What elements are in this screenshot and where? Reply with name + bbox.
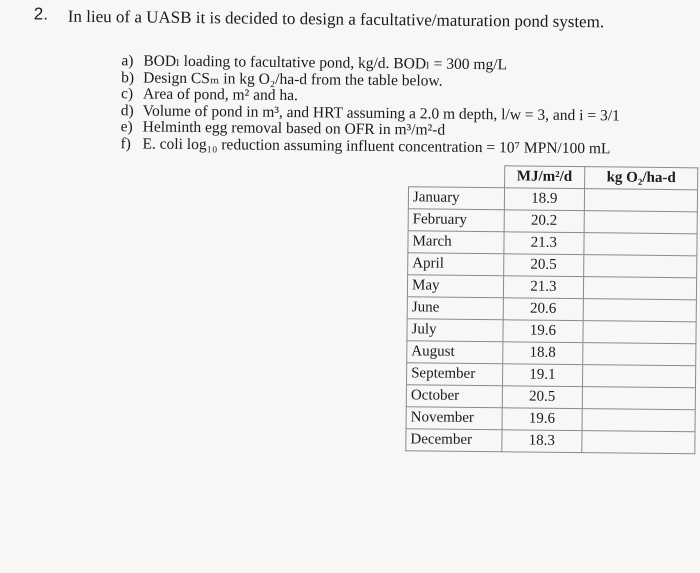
mj-cell: 19.1 [502,364,583,387]
table-row [407,297,696,322]
question-item [120,136,619,158]
monthly-data-table [405,164,698,454]
item-text: E. coli log₁₀ reduction assuming influent concentration = 10⁷ MPN/100 mL [142,135,611,158]
item-label: c) [120,85,134,103]
month-cell: November [406,407,502,430]
mj-cell: 19.6 [502,408,583,431]
mj-cell: 18.9 [504,188,585,211]
mj-cell: 20.5 [503,254,584,277]
mj-cell: 18.3 [501,430,582,453]
kg-cell [582,409,695,432]
header-cell-blank [409,165,505,188]
table-row [406,363,695,388]
month-cell: September [406,363,502,386]
item-text: Design CSₘ in kg O₂/ha-d from the table below. [143,69,443,90]
item-label: f) [120,135,131,153]
table-row [408,253,697,278]
table-row [406,407,695,432]
header-cell-kg: kg O₂/ha-d [585,167,698,190]
table-row [408,187,697,212]
kg-cell [584,233,697,256]
table-row [408,209,697,234]
month-cell: April [408,253,504,276]
mj-cell: 20.6 [503,298,584,321]
month-cell: July [407,319,503,342]
item-label: b) [121,68,135,87]
mj-cell: 21.3 [504,232,585,255]
mj-cell: 21.3 [503,276,584,299]
question-items-list [120,53,620,158]
question-number: 2. [33,4,49,24]
item-label: e) [120,118,133,136]
item-label: a) [121,52,134,70]
table-row [407,319,696,344]
kg-cell [582,365,695,388]
item-label: d) [120,102,134,120]
item-text: Volume of pond in m³, and HRT assuming a 2.0 m depth, l/w = 3, and i = 3/1 [142,102,620,125]
mj-cell: 20.2 [504,210,585,233]
table-row [406,385,695,410]
item-text: BODₗ loading to facultative pond, kg/d. BODₗ = 300 mg/L [143,52,508,74]
month-cell: October [406,385,502,408]
table-header-row [409,165,698,190]
kg-cell [583,299,696,322]
kg-cell [583,277,696,300]
mj-cell: 20.5 [502,386,583,409]
kg-cell [582,431,695,454]
month-cell: December [406,429,502,452]
month-cell: March [408,231,504,254]
table-row [407,275,696,300]
question-intro: In lieu of a UASB it is decided to design a facultative/maturation pond system. [67,6,605,32]
kg-cell [584,211,697,234]
kg-cell [583,343,696,366]
table-row [407,341,696,366]
kg-cell [584,189,697,212]
month-cell: August [407,341,503,364]
table-row [406,429,695,454]
month-cell: June [407,297,503,320]
table-row [408,231,697,256]
month-cell: January [408,187,504,210]
header-cell-mj: MJ/m²/d [504,166,585,189]
kg-cell [582,387,695,410]
mj-cell: 19.6 [503,320,584,343]
item-text: Helminth egg removal based on OFR in m³/m²-d [142,118,446,140]
month-cell: February [408,209,504,232]
kg-cell [584,255,697,278]
item-text: Area of pond, m² and ha. [142,85,298,105]
mj-cell: 18.8 [502,342,583,365]
month-cell: May [407,275,503,298]
kg-cell [583,321,696,344]
